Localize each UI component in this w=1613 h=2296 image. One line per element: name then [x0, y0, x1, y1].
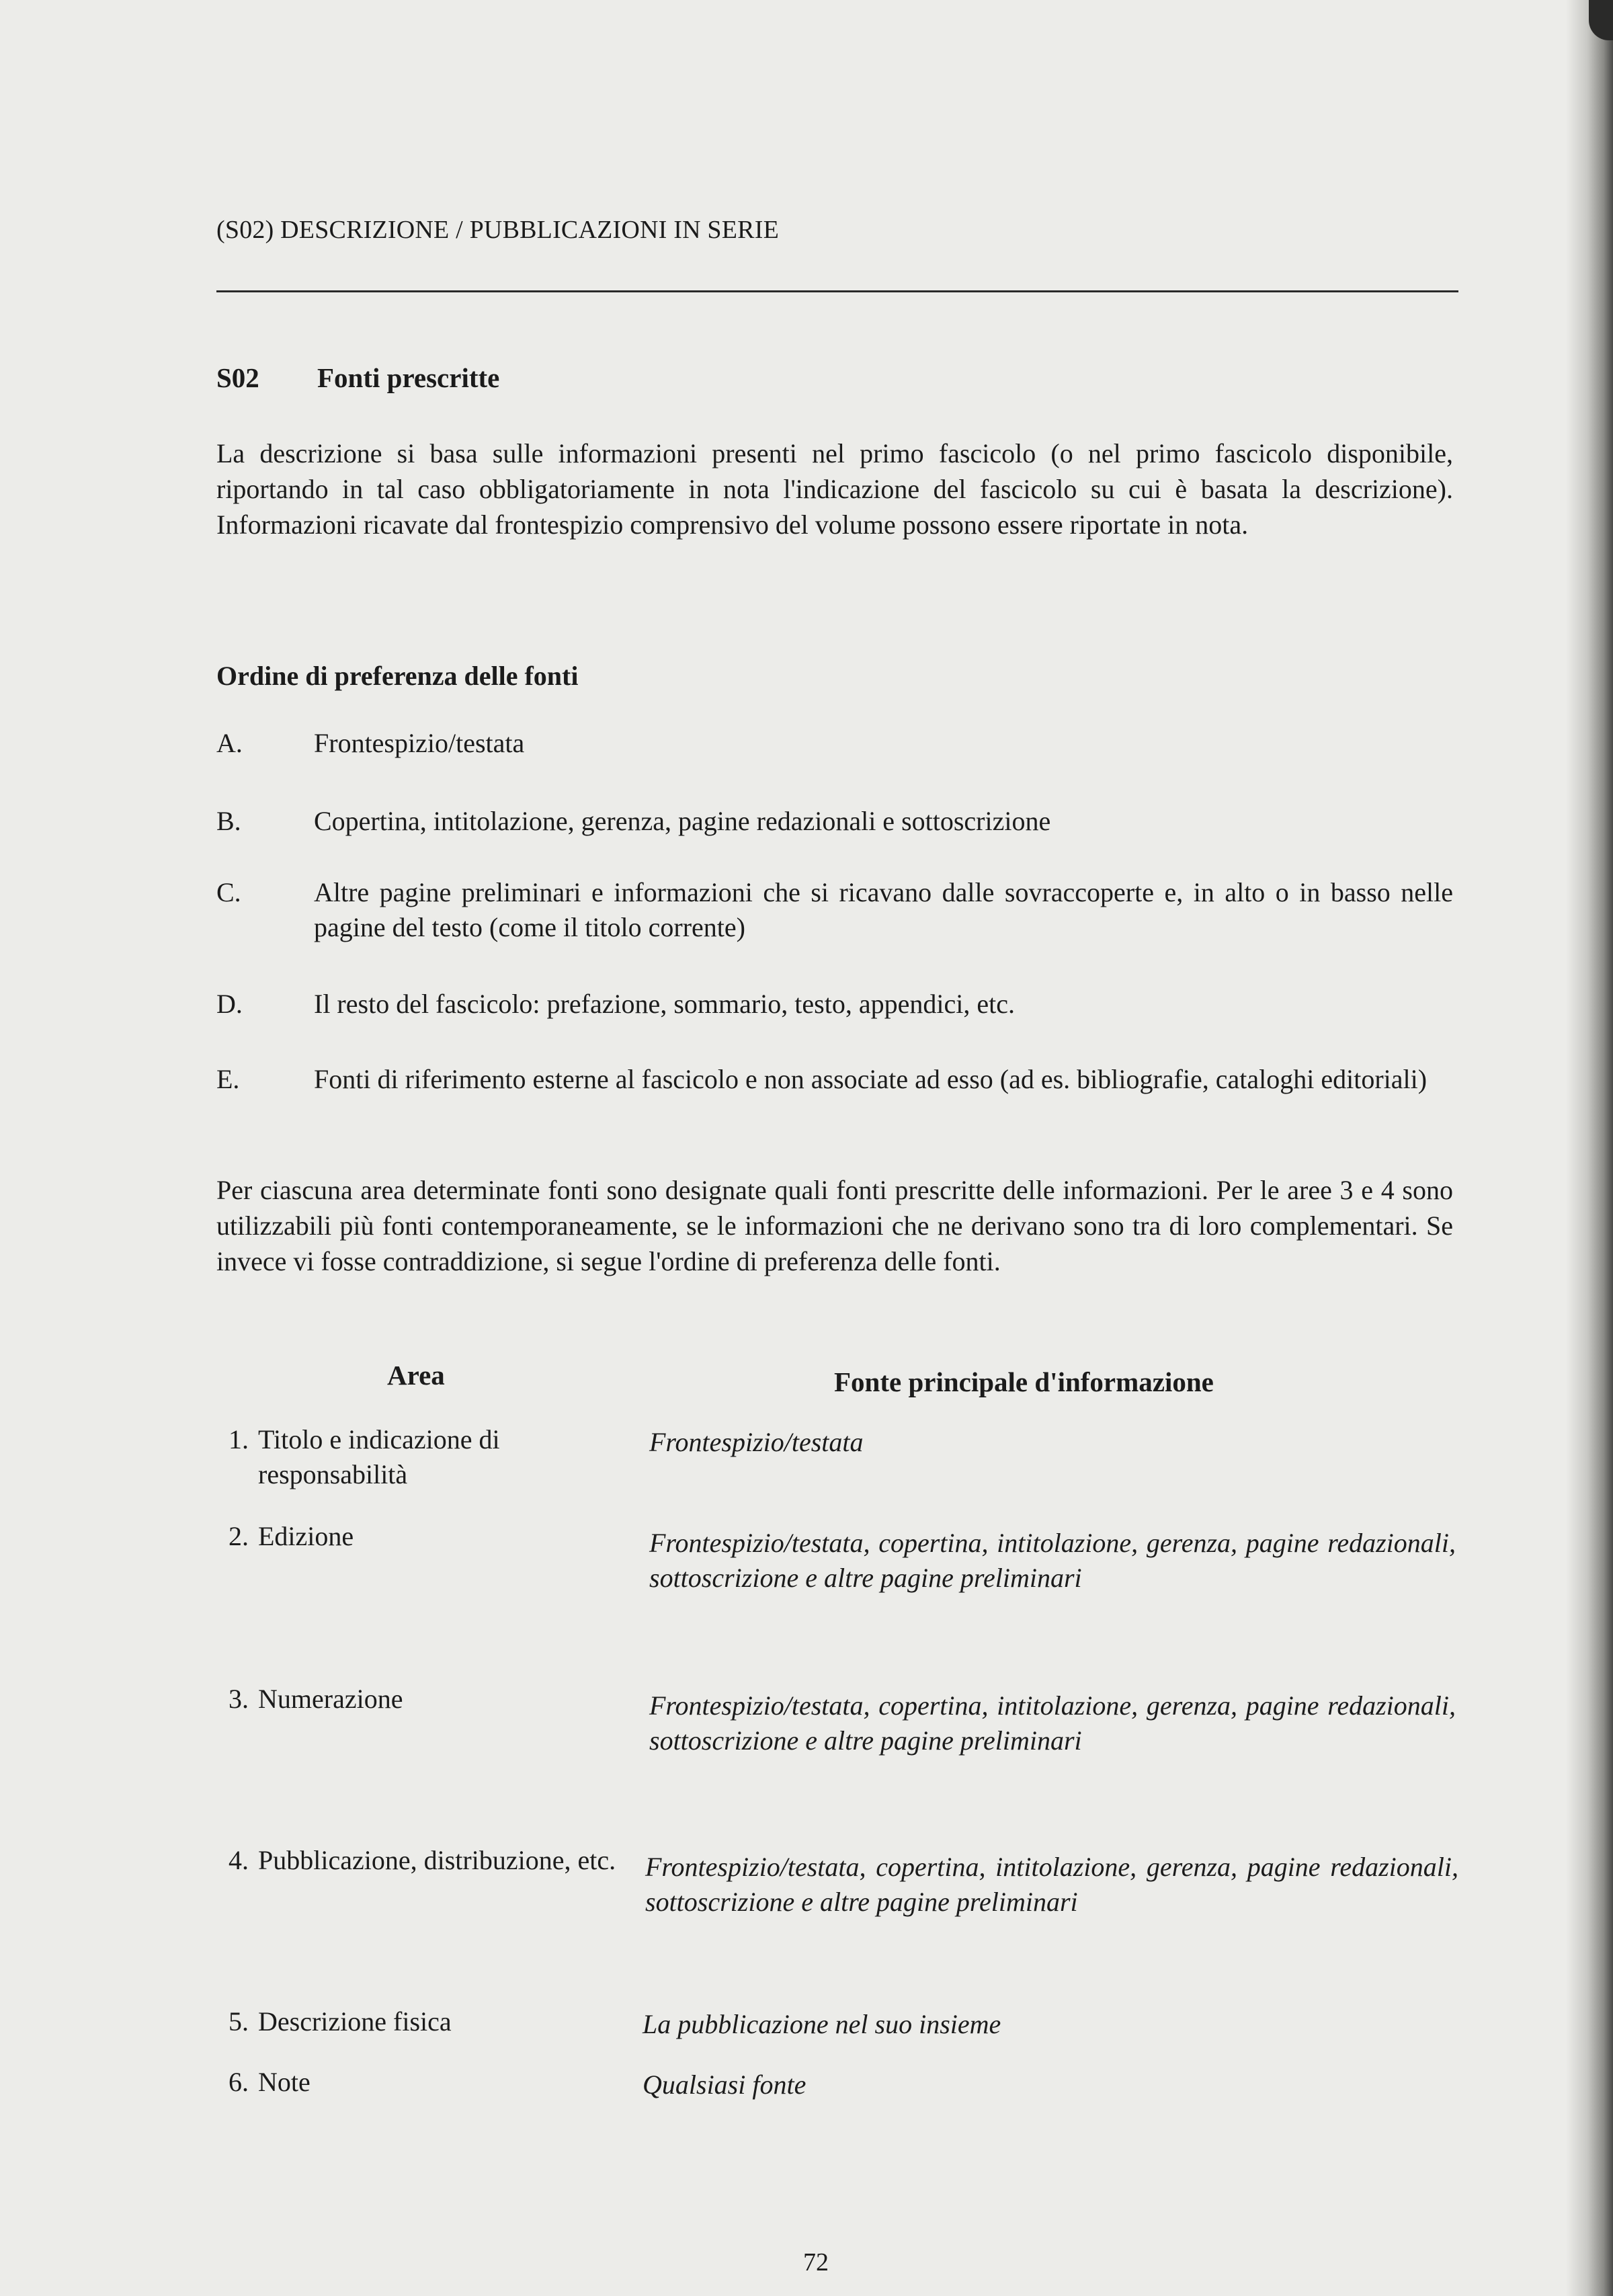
- intro-paragraph: La descrizione si basa sulle informazioni presenti nel primo fascicolo (o nel primo fascicolo disponibile, riportando in tal caso obbligatoriamente in nota l'indicazione del fascicolo su cui è basata la descrizione). Informazioni ricavate dal frontespizio comprensivo del volume possono essere riportate in nota.: [216, 438, 1453, 540]
- order-item-text: Il resto del fascicolo: prefazione, sommario, testo, appendici, etc.: [314, 989, 1015, 1019]
- order-item-letter: C.: [216, 877, 241, 907]
- row-number: 5.: [229, 2006, 249, 2037]
- order-item-letter: A.: [216, 728, 243, 758]
- page-number: 72: [803, 2248, 829, 2277]
- section-title: Fonti prescritte: [317, 362, 500, 393]
- row-number: 3.: [229, 1684, 249, 1714]
- row-area: Numerazione: [258, 1684, 403, 1714]
- row-area: Descrizione fisica: [258, 2006, 452, 2037]
- table-header-area: Area: [387, 1360, 445, 1391]
- row-number: 1.: [229, 1424, 249, 1454]
- row-area: Edizione: [258, 1521, 354, 1551]
- row-source: La pubblicazione nel suo insieme: [643, 2009, 1001, 2039]
- table-header-source: Fonte principale d'informazione: [834, 1366, 1214, 1397]
- row-number: 6.: [229, 2067, 249, 2097]
- section-heading: [216, 362, 499, 394]
- row-source: Frontespizio/testata, copertina, intitolazione, gerenza, pagine redazionali, sottoscrizione e altre pagine preliminari: [645, 1852, 1458, 1917]
- row-source: Qualsiasi fonte: [643, 2069, 806, 2100]
- row-area: Note: [258, 2067, 311, 2097]
- section-code: S02: [216, 362, 259, 393]
- order-item-text: Altre pagine preliminari e informazioni che si ricavano dalle sovraccoperte e, in alto o in basso nelle pagine del testo (come il titolo corrente): [314, 877, 1453, 942]
- order-heading: Ordine di preferenza delle fonti: [216, 661, 579, 691]
- order-item-text: Fonti di riferimento esterne al fascicolo e non associate ad esso (ad es. bibliografie, cataloghi editoriali): [314, 1064, 1428, 1094]
- header-rule: [216, 290, 1458, 292]
- row-number: 4.: [229, 1845, 249, 1875]
- row-source: Frontespizio/testata: [649, 1427, 864, 1457]
- row-number: 2.: [229, 1521, 249, 1551]
- sources-paragraph: Per ciascuna area determinate fonti sono designate quali fonti prescritte delle informazioni. Per le aree 3 e 4 sono utilizzabili più fonti contemporaneamente, se le informazioni che ne derivano sono tra di loro complementari. Se invece vi fosse contraddizione, si segue l'ordine di preferenza delle fonti.: [216, 1175, 1453, 1276]
- row-source: Frontespizio/testata, copertina, intitolazione, gerenza, pagine redazionali, sottoscrizione e altre pagine preliminari: [649, 1690, 1456, 1756]
- order-item-text: Frontespizio/testata: [314, 728, 525, 758]
- order-item-letter: E.: [216, 1064, 240, 1094]
- row-area: Pubblicazione, distribuzione, etc.: [258, 1845, 616, 1875]
- row-area: Titolo e indicazione di responsabilità: [258, 1424, 500, 1489]
- order-item-text: Copertina, intitolazione, gerenza, pagine redazionali e sottoscrizione: [314, 806, 1051, 836]
- order-item-letter: B.: [216, 806, 241, 836]
- running-header: (S02) DESCRIZIONE / PUBBLICAZIONI IN SERIE: [216, 216, 779, 244]
- order-item-letter: D.: [216, 989, 243, 1019]
- page-edge-shadow: [1566, 0, 1613, 2296]
- row-source: Frontespizio/testata, copertina, intitolazione, gerenza, pagine redazionali, sottoscrizione e altre pagine preliminari: [649, 1528, 1456, 1593]
